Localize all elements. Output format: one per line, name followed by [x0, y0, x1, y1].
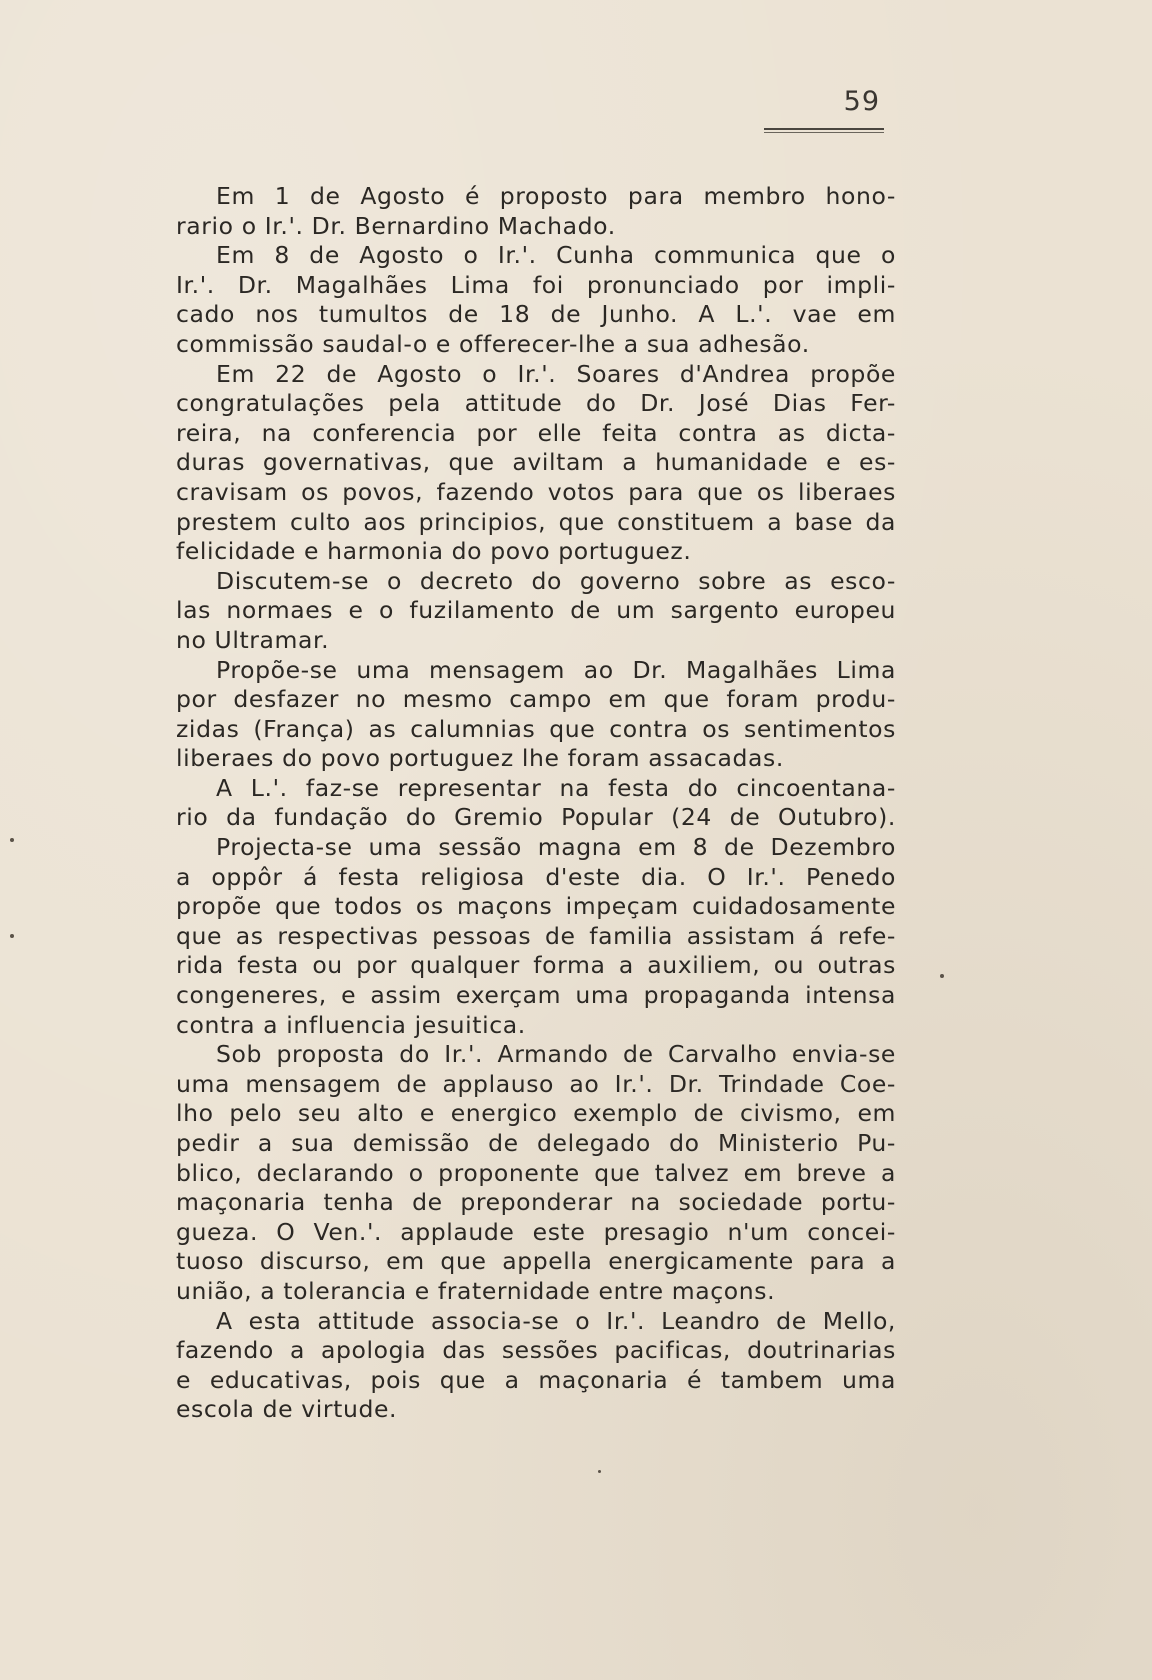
text-line: congeneres, e assim exerçam uma propaganda intensa	[176, 981, 896, 1010]
text-line: lho pelo seu alto e energico exemplo de civismo, em	[176, 1099, 896, 1128]
text-line: duras governativas, que aviltam a humanidade e es-	[176, 448, 896, 477]
text-line: gueza. O Ven.'. applaude este presagio n'um concei-	[176, 1217, 896, 1246]
text-line: tuoso discurso, em que appella energicamente para a	[176, 1247, 896, 1276]
page-number-rule	[764, 128, 884, 130]
text-line: A esta attitude associa-se o Ir.'. Leandro de Mello,	[216, 1306, 896, 1335]
ink-speck	[10, 838, 14, 842]
text-line: contra a influencia jesuitica.	[176, 1010, 526, 1039]
text-line: Em 8 de Agosto o Ir.'. Cunha communica que o	[216, 241, 896, 270]
text-line: commissão saudal-o e offerecer-lhe a sua adhesão.	[176, 329, 810, 358]
text-line: cravisam os povos, fazendo votos para que os liberaes	[176, 477, 896, 506]
text-line: no Ultramar.	[176, 625, 330, 654]
text-line: felicidade e harmonia do povo portuguez.	[176, 537, 692, 566]
text-line: Em 22 de Agosto o Ir.'. Soares d'Andrea propõe	[216, 359, 896, 388]
text-line: prestem culto aos principios, que constituem a base da	[176, 507, 896, 536]
text-line: reira, na conferencia por elle feita contra as dicta-	[176, 418, 896, 447]
text-line: que as respectivas pessoas de familia assistam á refe-	[176, 921, 896, 950]
text-line: por desfazer no mesmo campo em que foram produ-	[176, 685, 896, 714]
page-number-rule-thin	[764, 132, 884, 133]
text-line: a oppôr á festa religiosa d'este dia. O Ir.'. Penedo	[176, 862, 896, 891]
ink-speck	[598, 1470, 601, 1473]
text-line: cado nos tumultos de 18 de Junho. A L.'. vae em	[176, 300, 896, 329]
text-line: e educativas, pois que a maçonaria é tambem uma	[176, 1365, 896, 1394]
text-line: união, a tolerancia e fraternidade entre maçons.	[176, 1276, 776, 1305]
text-line: rario o Ir.'. Dr. Bernardino Machado.	[176, 211, 616, 240]
text-line: las normaes e o fuzilamento de um sargento europeu	[176, 596, 896, 625]
text-line: propõe que todos os maçons impeçam cuidadosamente	[176, 892, 896, 921]
text-line: Sob proposta do Ir.'. Armando de Carvalho envia-se	[216, 1040, 896, 1069]
text-line: Projecta-se uma sessão magna em 8 de Dezembro	[216, 833, 896, 862]
text-line: uma mensagem de applauso ao Ir.'. Dr. Trindade Coe-	[176, 1069, 896, 1098]
page-number: 59	[843, 86, 880, 117]
body-text	[176, 182, 896, 1425]
text-line: Discutem-se o decreto do governo sobre as esco-	[216, 566, 896, 595]
text-line: maçonaria tenha de preponderar na sociedade portu-	[176, 1188, 896, 1217]
text-line: congratulações pela attitude do Dr. José Dias Fer-	[176, 389, 896, 418]
text-line: fazendo a apologia das sessões pacificas, doutrinarias	[176, 1336, 896, 1365]
ink-speck	[10, 934, 14, 938]
ink-speck	[940, 974, 944, 978]
text-line: A L.'. faz-se representar na festa do cincoentana-	[216, 773, 896, 802]
text-line: escola de virtude.	[176, 1395, 398, 1424]
text-line: Em 1 de Agosto é proposto para membro hono-	[216, 182, 896, 210]
text-line: zidas (França) as calumnias que contra os sentimentos	[176, 714, 896, 743]
text-line: Propõe-se uma mensagem ao Dr. Magalhães Lima	[216, 655, 896, 684]
text-line: pedir a sua demissão de delegado do Ministerio Pu-	[176, 1129, 896, 1157]
text-line: liberaes do povo portuguez lhe foram assacadas.	[176, 744, 784, 773]
text-line: Ir.'. Dr. Magalhães Lima foi pronunciado por impli-	[176, 270, 896, 299]
text-line: rida festa ou por qualquer forma a auxiliem, ou outras	[176, 951, 896, 980]
text-line: rio da fundação do Gremio Popular (24 de Outubro).	[176, 803, 896, 832]
text-line: blico, declarando o proponente que talvez em breve a	[176, 1158, 896, 1187]
